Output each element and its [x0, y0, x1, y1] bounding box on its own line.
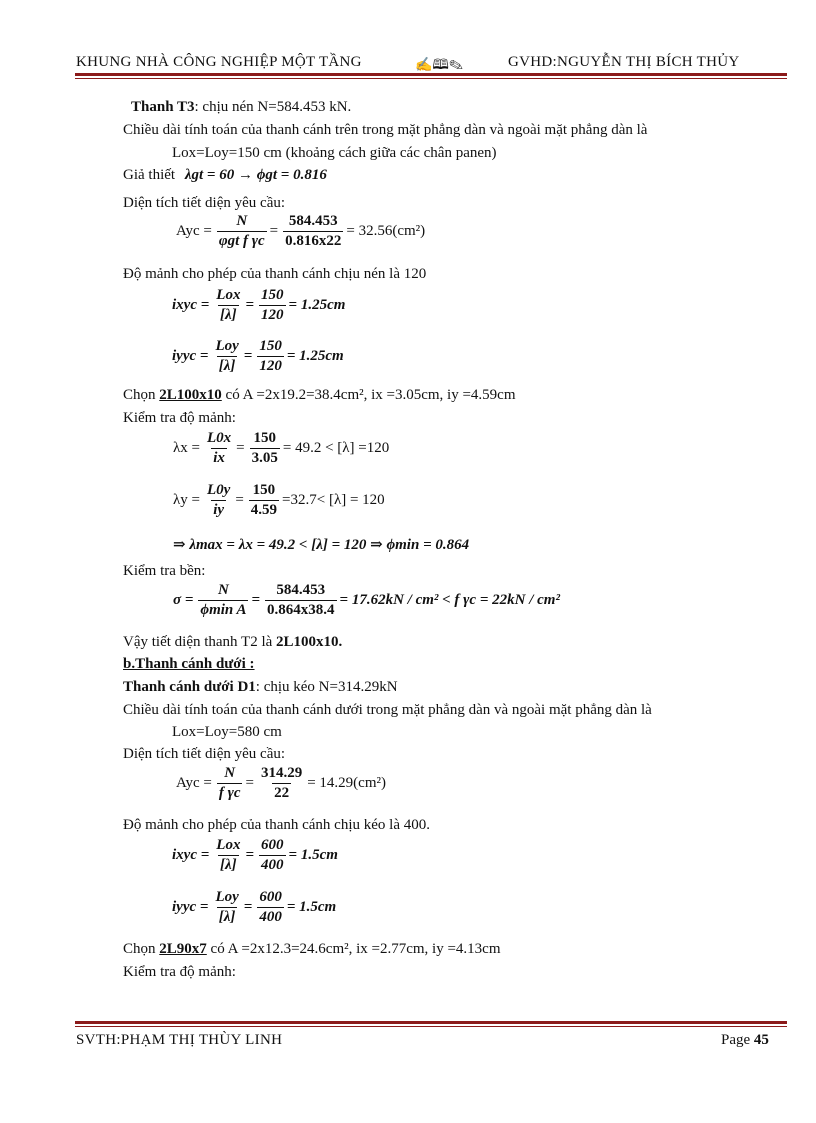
t3-choose	[123, 387, 516, 404]
d1-ix-num: Lox	[216, 837, 241, 853]
t3-ly-equation: λy = $\frac{L0y}{iy}$ = $\frac{150}{4.59}$ =32.7< [λ] = 120	[173, 482, 385, 518]
t3-choose-label: Chọn	[123, 387, 156, 403]
t3-choose-section: 2L100x10	[159, 387, 222, 403]
t3-ix-num2: 150	[261, 287, 284, 303]
d1-iy-result: = 1.5cm	[286, 899, 337, 915]
d1-ix-result: = 1.5cm	[288, 847, 338, 863]
header-rule-thin	[75, 78, 787, 79]
header-advisor: GVHD:NGUYỄN THỊ BÍCH THỦY	[508, 54, 740, 70]
t3-sigma-equation: σ = $\frac{N}{\text{ϕmin A}}$ = $\frac{584.453}{0.864x38.4}$ = 17.62kN / cm² < f γc = 22kN / cm²	[173, 582, 560, 618]
t3-title-rest: : chịu nén N=584.453 kN.	[194, 99, 352, 115]
t3-check-strength: Kiểm tra bền:	[123, 563, 206, 579]
d1-choose-label: Chọn	[123, 941, 156, 957]
d1-choose	[123, 941, 501, 958]
t3-sigma-num2: 584.453	[276, 582, 326, 598]
t3-ix-frac1	[214, 287, 242, 324]
footer-student: SVTH:PHẠM THỊ THÙY LINH	[76, 1032, 283, 1048]
t3-area-num2: 584.453	[288, 213, 338, 229]
t3-area-result: = 32.56(cm²)	[346, 223, 426, 239]
d1-length-value: Lox=Loy=580 cm	[172, 724, 282, 740]
t3-sigma-den2: 0.864x38.4	[267, 602, 335, 618]
t3-ly-den2: 4.59	[250, 502, 278, 518]
t3-iy-num: Loy	[215, 338, 239, 354]
t3-area-den: φgt f γc	[218, 233, 265, 249]
t3-sigma-den: ϕmin A	[200, 602, 247, 618]
d1-ix-den2: 400	[261, 857, 284, 873]
footer-rule-thick	[75, 1021, 787, 1024]
t3-title: Thanh T3	[131, 99, 195, 115]
t3-area-lhs: Ayc =	[176, 223, 212, 239]
header-title: KHUNG NHÀ CÔNG NGHIỆP MỘT TẦNG	[76, 54, 362, 70]
d1-area-den: f γc	[218, 785, 241, 801]
d1-area-label: Diện tích tiết diện yêu cầu:	[123, 746, 286, 762]
t3-area-num: N	[236, 213, 248, 229]
t3-lmax: ⇒ λmax = λx = 49.2 < [λ] = 120 ⇒ ϕmin = 0.864	[173, 537, 470, 553]
t3-assume-formula: λgt = 60 → ϕgt = 0.816	[184, 167, 327, 183]
t3-sigma-frac1	[198, 582, 248, 619]
t3-iy-den2: 120	[259, 358, 282, 374]
d1-iy-num2: 600	[259, 889, 282, 905]
d1-area-num2: 314.29	[260, 765, 303, 781]
t3-iy-equation: iyyc = $\frac{\text{Loy}}{[\lambda]}$ = $\frac{150}{120}$ = 1.25cm	[172, 338, 344, 374]
d1-area-equation: Ayc = $\frac{N}{\text{f γc}}$ = $\frac{314.29}{22}$ = 14.29(cm²)	[176, 765, 386, 801]
d1-area-result: = 14.29(cm²)	[307, 775, 386, 791]
d1-ix-den: [λ]	[220, 857, 237, 873]
t3-iy-lhs: iyyc =	[172, 348, 209, 364]
d1-iy-den: [λ]	[218, 909, 236, 925]
d1-ix-num2: 600	[261, 837, 284, 853]
t3-lx-den: ix	[213, 450, 225, 466]
d1-iy-frac1	[213, 889, 240, 926]
t3-iy-den: [λ]	[218, 358, 236, 374]
d1-title-rest: : chịu kéo N=314.29kN	[255, 679, 398, 695]
t3-area-frac2	[283, 213, 343, 250]
t3-check-slender: Kiểm tra độ mảnh:	[123, 410, 236, 426]
section-b-heading: b.Thanh cánh dưới :	[123, 656, 255, 672]
t3-ix-lhs: ixyc =	[172, 297, 210, 313]
t3-sigma-lhs: σ =	[173, 592, 194, 608]
t3-lx-frac1	[205, 430, 233, 467]
t3-ly-frac2	[249, 482, 279, 519]
d1-choose-section: 2L90x7	[159, 941, 207, 957]
d1-iy-lhs: iyyc =	[172, 899, 209, 915]
d1-area-lhs: Ayc =	[176, 775, 212, 791]
t3-area-frac1	[217, 213, 267, 250]
t3-ix-den: [λ]	[220, 307, 237, 323]
t3-ix-result: = 1.25cm	[288, 297, 346, 313]
t3-sigma-num: N	[218, 582, 229, 598]
t3-ly-num2: 150	[252, 482, 276, 498]
t3-ix-den2: 120	[261, 307, 284, 323]
t3-conclusion	[123, 634, 342, 651]
t3-assume-label: Giả thiết	[123, 167, 176, 183]
d1-iy-num: Loy	[215, 889, 239, 905]
t3-sigma-result: = 17.62kN / cm² < f γc = 22kN / cm²	[339, 592, 560, 608]
t3-ly-frac1	[205, 482, 232, 519]
t3-heading	[131, 99, 351, 116]
t3-area-label: Diện tích tiết diện yêu cầu:	[123, 195, 286, 211]
d1-area-frac1	[217, 765, 243, 802]
t3-iy-result: = 1.25cm	[286, 348, 344, 364]
d1-title: Thanh cánh dưới D1	[123, 679, 256, 695]
footer-rule-thin	[75, 1026, 787, 1027]
t3-lx-lhs: λx =	[173, 440, 200, 456]
d1-choose-rest: có A =2x12.3=24.6cm², ix =2.77cm, iy =4.13cm	[210, 941, 501, 957]
t3-area-equation: Ayc = $\frac{N}{\text{φgt f γc}}$ = $\frac{584.453}{0.816x22}$ = 32.56(cm²)	[176, 213, 426, 249]
d1-area-den2: 22	[274, 785, 290, 801]
footer-page	[721, 1032, 769, 1049]
t3-iy-frac1	[213, 338, 240, 375]
d1-check-slender: Kiểm tra độ mảnh:	[123, 964, 236, 980]
t3-iy-num2: 150	[259, 338, 282, 354]
footer-page-number: 45	[753, 1032, 769, 1048]
d1-slender-label: Độ mảnh cho phép của thanh cánh chịu kéo là 400.	[123, 817, 430, 833]
d1-length-line: Chiều dài tính toán của thanh cánh dưới trong mặt phẳng dàn và ngoài mặt phẳng dàn là	[123, 702, 652, 718]
t3-area-den2: 0.816x22	[285, 233, 342, 249]
d1-iy-equation: iyyc = $\frac{\text{Loy}}{[\lambda]}$ = $\frac{600}{400}$ = 1.5cm	[172, 889, 337, 925]
t3-ly-num: L0y	[206, 482, 231, 498]
t3-lx-num: L0x	[206, 430, 232, 446]
t3-conclusion-section: 2L100x10.	[276, 634, 343, 650]
t3-ly-lhs: λy =	[173, 492, 200, 508]
d1-heading	[123, 679, 398, 696]
d1-ix-frac2	[259, 837, 286, 874]
header-rule-thick	[75, 73, 787, 76]
footer-page-label: Page	[721, 1032, 751, 1048]
t3-iy-frac2	[257, 338, 284, 375]
d1-area-frac2	[259, 765, 304, 802]
d1-area-num: N	[224, 765, 236, 781]
d1-iy-frac2	[257, 889, 284, 926]
t3-length-line: Chiều dài tính toán của thanh cánh trên trong mặt phẳng dàn và ngoài mặt phẳng dàn là	[123, 122, 648, 138]
t3-ly-result: =32.7< [λ] = 120	[282, 492, 385, 508]
d1-ix-frac1	[214, 837, 242, 874]
t3-length-value: Lox=Loy=150 cm (khoảng cách giữa các chân panen)	[172, 145, 497, 161]
t3-ix-frac2	[259, 287, 286, 324]
d1-ix-lhs: ixyc =	[172, 847, 210, 863]
t3-slender-label: Độ mảnh cho phép của thanh cánh chịu nén là 120	[123, 266, 427, 282]
t3-lx-equation: λx = $\frac{L0x}{ix}$ = $\frac{150}{3.05}$ = 49.2 < [λ] =120	[173, 430, 390, 466]
t3-lx-num2: 150	[253, 430, 276, 446]
t3-ix-num: Lox	[216, 287, 241, 303]
t3-ly-den: iy	[213, 502, 225, 518]
t3-lx-result: = 49.2 < [λ] =120	[282, 440, 390, 456]
t3-ix-equation: ixyc = $\frac{\text{Lox}}{[\lambda]}$ = $\frac{150}{120}$ = 1.25cm	[172, 287, 346, 323]
t3-conclusion-pre: Vậy tiết diện thanh T2 là	[123, 634, 273, 650]
t3-sigma-frac2	[265, 582, 337, 619]
t3-choose-rest: có A =2x19.2=38.4cm², ix =3.05cm, iy =4.59cm	[225, 387, 516, 403]
d1-ix-equation: ixyc = $\frac{\text{Lox}}{[\lambda]}$ = $\frac{600}{400}$ = 1.5cm	[172, 837, 338, 873]
t3-lx-den2: 3.05	[251, 450, 278, 466]
d1-iy-den2: 400	[259, 909, 282, 925]
header-ornament-icon: ✍🕮✎	[415, 58, 463, 73]
t3-lx-frac2	[250, 430, 280, 467]
t3-assume	[123, 167, 327, 184]
